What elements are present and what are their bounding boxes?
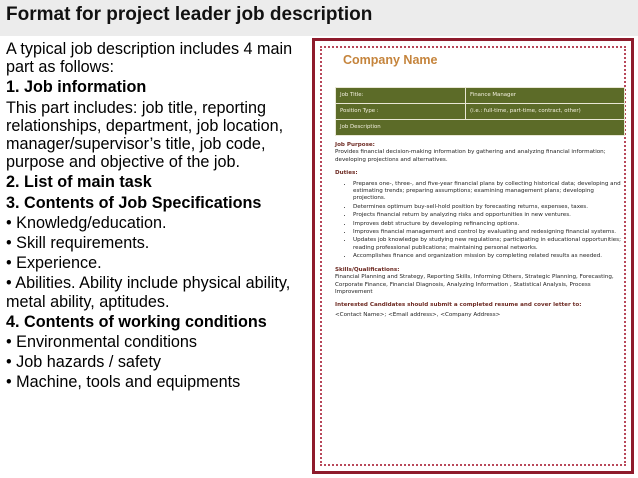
spec-item: • Skill requirements. [6, 234, 150, 253]
skills-text: Financial Planning and Strategy, Reporting Skills, Informing Others, Strategic Planning, Forecasting, Corporate Finance, Financial Diagnosis, Analyzing Information , Statistical Analysis, Process Improvement [335, 274, 614, 295]
job-info-table [335, 87, 625, 136]
table-cell: (i.e.: full-time, part-time, contract, other) [466, 104, 625, 120]
skills-title: Skills/Qualifications: [335, 266, 400, 273]
table-row [336, 104, 625, 120]
list-item: • Projects financial return by analyzing risks and opportunities in new ventures. [353, 212, 625, 219]
purpose-title: Job Purpose: [335, 142, 375, 148]
list-item: • Updates job knowledge by studying new regulations; participating in educational opportunities; reading professional publications; maintaining personal networks. [353, 237, 625, 252]
spec-item: • Knowledg/education. [6, 213, 167, 232]
spec-item: • Experience. [6, 254, 102, 273]
job-information-text: This part includes: job title, reporting relationships, department, job location, manager/supervisor’s title, job code, purpose and objective of the job. [6, 98, 284, 172]
heading-main-task: 2. List of main task [6, 173, 152, 192]
condition-item: • Environmental conditions [6, 333, 198, 352]
left-text-block [6, 40, 306, 392]
table-cell: Finance Manager [466, 88, 625, 104]
slide-title: Format for project leader job description [6, 4, 373, 25]
job-description-document [312, 38, 634, 474]
heading-job-information: 1. Job information [6, 78, 147, 97]
duties-title: Duties: [335, 170, 358, 177]
heading-job-specifications: 3. Contents of Job Specifications [6, 193, 262, 212]
contact-text: <Contact Name>; <Email address>, <Company Address> [335, 311, 501, 318]
list-item: • Improves debt structure by developing refinancing options. [353, 221, 625, 228]
list-item: • Accomplishes finance and organization mission by completing related results as needed. [353, 253, 625, 260]
title-bar [0, 0, 638, 36]
condition-item: • Machine, tools and equipments [6, 373, 241, 392]
intro-text: A typical job description includes 4 main part as follows: [6, 40, 293, 77]
company-name: Company Name [343, 53, 438, 67]
table-cell: Position Type : [336, 104, 466, 120]
purpose-text: Provides financial decision-making information by gathering and analyzing financial information; developing projections and alternatives. [335, 149, 606, 163]
table-cell: Job Description [336, 120, 625, 136]
contact-title: Interested Candidates should submit a completed resume and cover letter to: [335, 302, 582, 309]
duties-list [335, 181, 625, 261]
spec-item: • Abilities. Ability include physical ability, metal ability, aptitudes. [6, 274, 291, 311]
list-item: • Prepares one-, three-, and five-year financial plans by collecting historical data; developing and estimating trends; preparing assumptions; examining management plans; developing projections. [353, 181, 625, 203]
table-cell: Job Title: [336, 88, 466, 104]
table-row [336, 120, 625, 136]
document-content [335, 53, 625, 319]
heading-working-conditions: 4. Contents of working conditions [6, 312, 267, 331]
list-item: • Determines optimum buy-sell-hold position by forecasting returns, expenses, taxes. [353, 204, 625, 211]
table-row [336, 88, 625, 104]
list-item: • Improves financial management and control by evaluating and redesigning financial systems. [353, 229, 625, 236]
condition-item: • Job hazards / safety [6, 353, 162, 372]
